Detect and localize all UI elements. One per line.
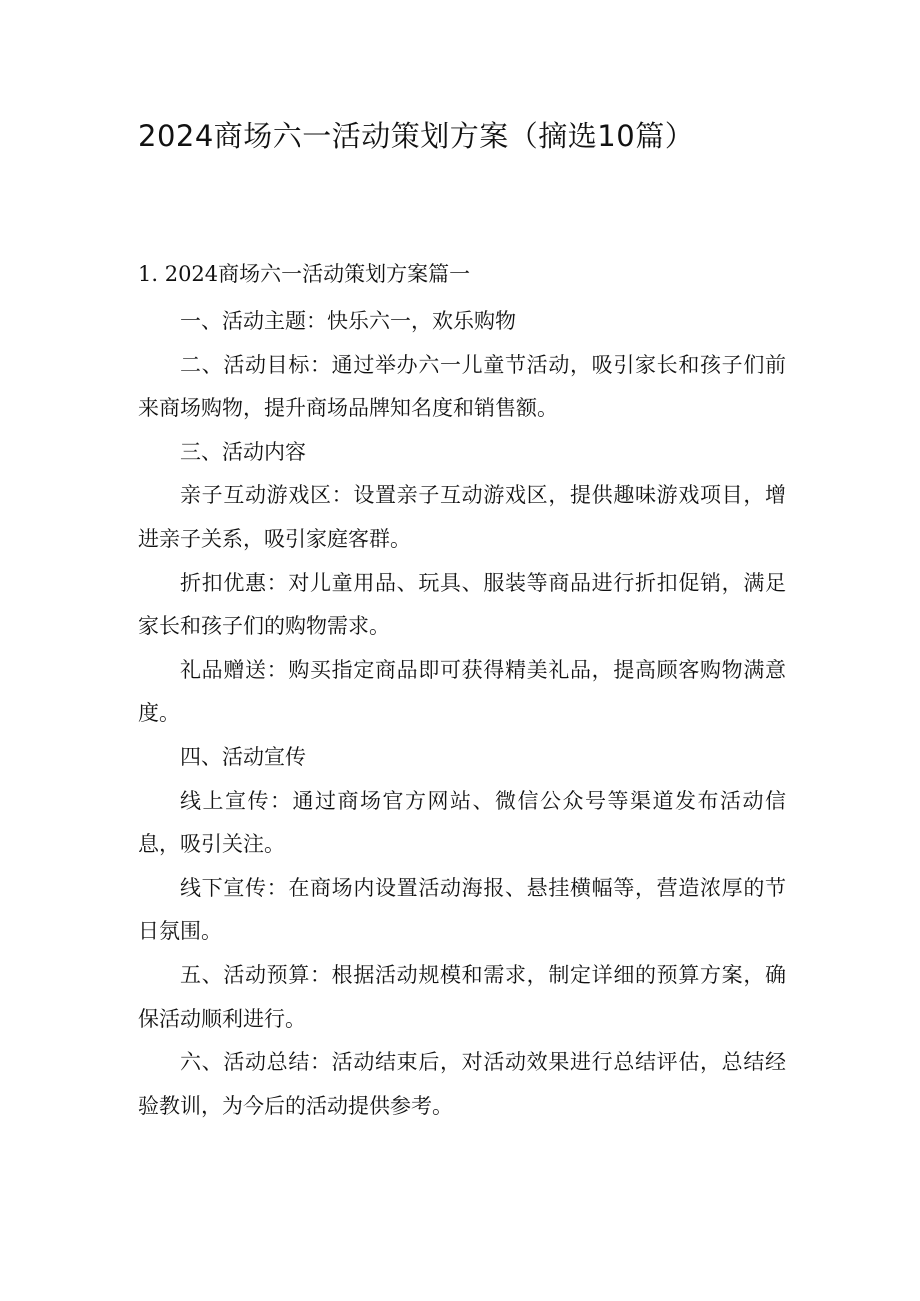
paragraph-promotion-heading: 四、活动宣传 <box>180 744 306 769</box>
document-body <box>138 300 786 1128</box>
paragraph-parent-child-games: 亲子互动游戏区：设置亲子互动游戏区，提供趣味游戏项目，增进亲子关系，吸引家庭客群。 <box>138 483 786 551</box>
paragraph-activity-theme: 一、活动主题：快乐六一，欢乐购物 <box>180 309 516 333</box>
paragraph-activity-content-heading: 三、活动内容 <box>180 439 306 464</box>
paragraph-gifts: 礼品赠送：购买指定商品即可获得精美礼品，提高顾客购物满意度。 <box>138 657 786 726</box>
paragraph-budget: 五、活动预算：根据活动规模和需求，制定详细的预算方案，确保活动顺利进行。 <box>138 962 786 1031</box>
paragraph-discounts: 折扣优惠：对儿童用品、玩具、服装等商品进行折扣促销，满足家长和孩子们的购物需求。 <box>138 570 786 639</box>
paragraph-activity-goal: 二、活动目标：通过举办六一儿童节活动，吸引家长和孩子们前来商场购物，提升商场品牌知名度和销售额。 <box>138 352 786 421</box>
paragraph-summary: 六、活动总结：活动结束后，对活动效果进行总结评估，总结经验教训，为今后的活动提供参考。 <box>138 1050 786 1118</box>
paragraph-offline-promotion: 线下宣传：在商场内设置活动海报、悬挂横幅等，营造浓厚的节日氛围。 <box>138 875 786 944</box>
section-heading: 1. 2024商场六一活动策划方案篇一 <box>138 262 471 286</box>
paragraph-online-promotion: 线上宣传：通过商场官方网站、微信公众号等渠道发布活动信息，吸引关注。 <box>138 788 786 857</box>
document-title: 2024商场六一活动策划方案（摘选10篇） <box>138 119 695 153</box>
